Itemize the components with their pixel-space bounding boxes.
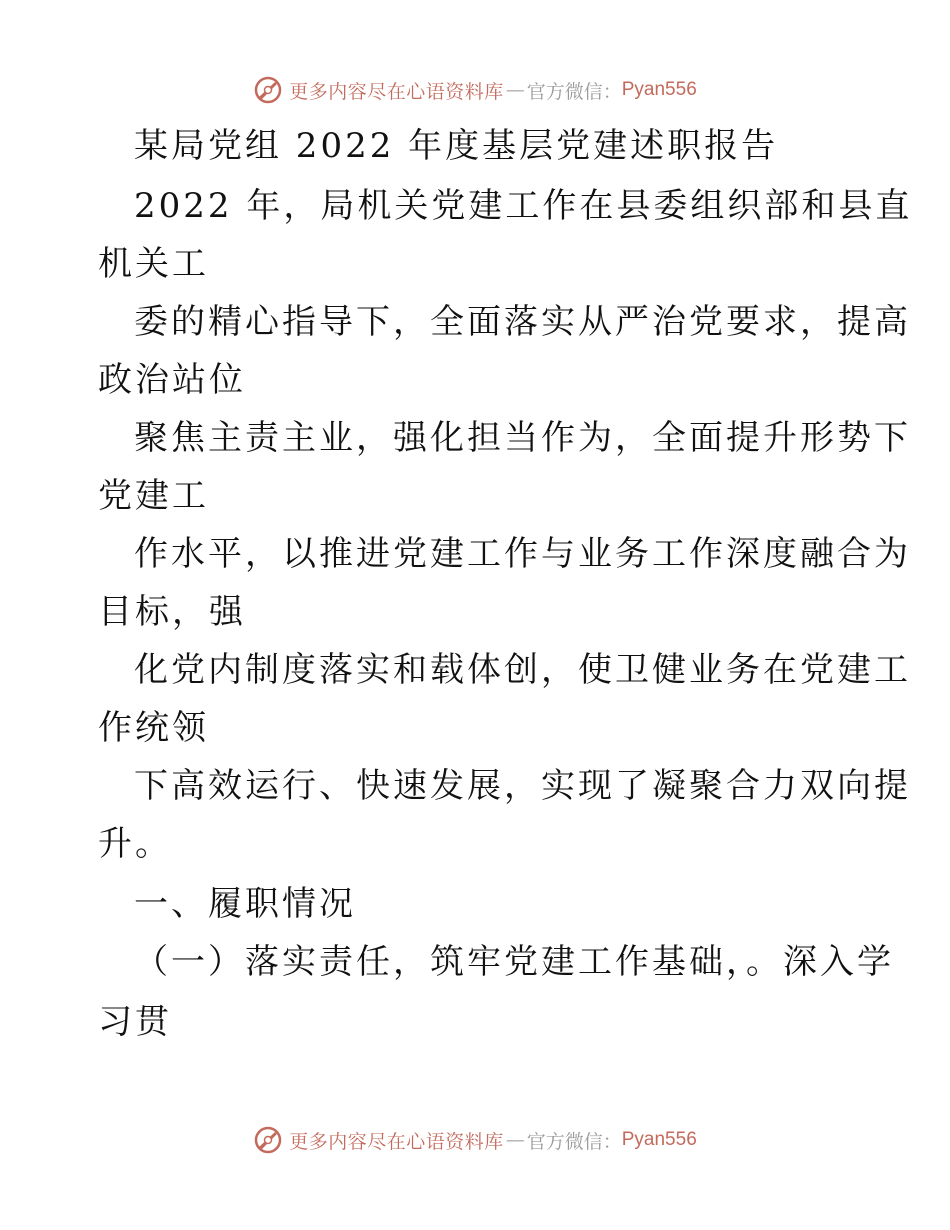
watermark-slogan: 更多内容尽在心语资料库 xyxy=(289,1130,504,1153)
paragraph-line: 下高效运行、快速发展，实现了凝聚合力双向提 xyxy=(134,766,911,806)
paragraph-line: 政治站位 xyxy=(98,360,246,400)
watermark-wechat-id: Pyan556 xyxy=(621,1129,697,1150)
paragraph-line: 习贯 xyxy=(98,1002,172,1042)
logo-icon xyxy=(253,1125,283,1155)
paragraph-line: 聚焦主责主业，强化担当作为，全面提升形势下 xyxy=(134,418,911,458)
paragraph-line: 党建工 xyxy=(98,476,209,516)
document-title: 某局党组 2022 年度基层党建述职报告 xyxy=(134,126,779,166)
watermark-slogan: 更多内容尽在心语资料库 xyxy=(289,80,504,103)
paragraph-line: 机关工 xyxy=(98,244,209,284)
paragraph-line: 2022 年，局机关党建工作在县委组织部和县直 xyxy=(134,186,913,226)
footer-watermark xyxy=(0,1120,950,1160)
paragraph-line: 化党内制度落实和载体创，使卫健业务在党建工 xyxy=(134,650,911,690)
paragraph-line: 委的精心指导下，全面落实从严治党要求，提高 xyxy=(134,302,911,342)
paragraph-line: 目标，强 xyxy=(98,592,246,632)
watermark-wechat-label: 官方微信： xyxy=(526,80,622,103)
watermark-wechat-label: 官方微信： xyxy=(526,1130,622,1153)
paragraph-line: 作水平，以推进党建工作与业务工作深度融合为 xyxy=(134,534,911,574)
logo-icon xyxy=(253,75,283,105)
paragraph-line: （一）落实责任，筑牢党建工作基础，。深入学 xyxy=(134,942,894,982)
paragraph-line: 升。 xyxy=(98,824,172,864)
watermark-wechat-id: Pyan556 xyxy=(621,79,697,100)
watermark-dash: — xyxy=(505,1129,525,1151)
watermark-dash: — xyxy=(505,79,525,101)
paragraph-line: 作统领 xyxy=(98,708,209,748)
section-heading: 一、履职情况 xyxy=(134,884,356,924)
header-watermark xyxy=(0,70,950,110)
